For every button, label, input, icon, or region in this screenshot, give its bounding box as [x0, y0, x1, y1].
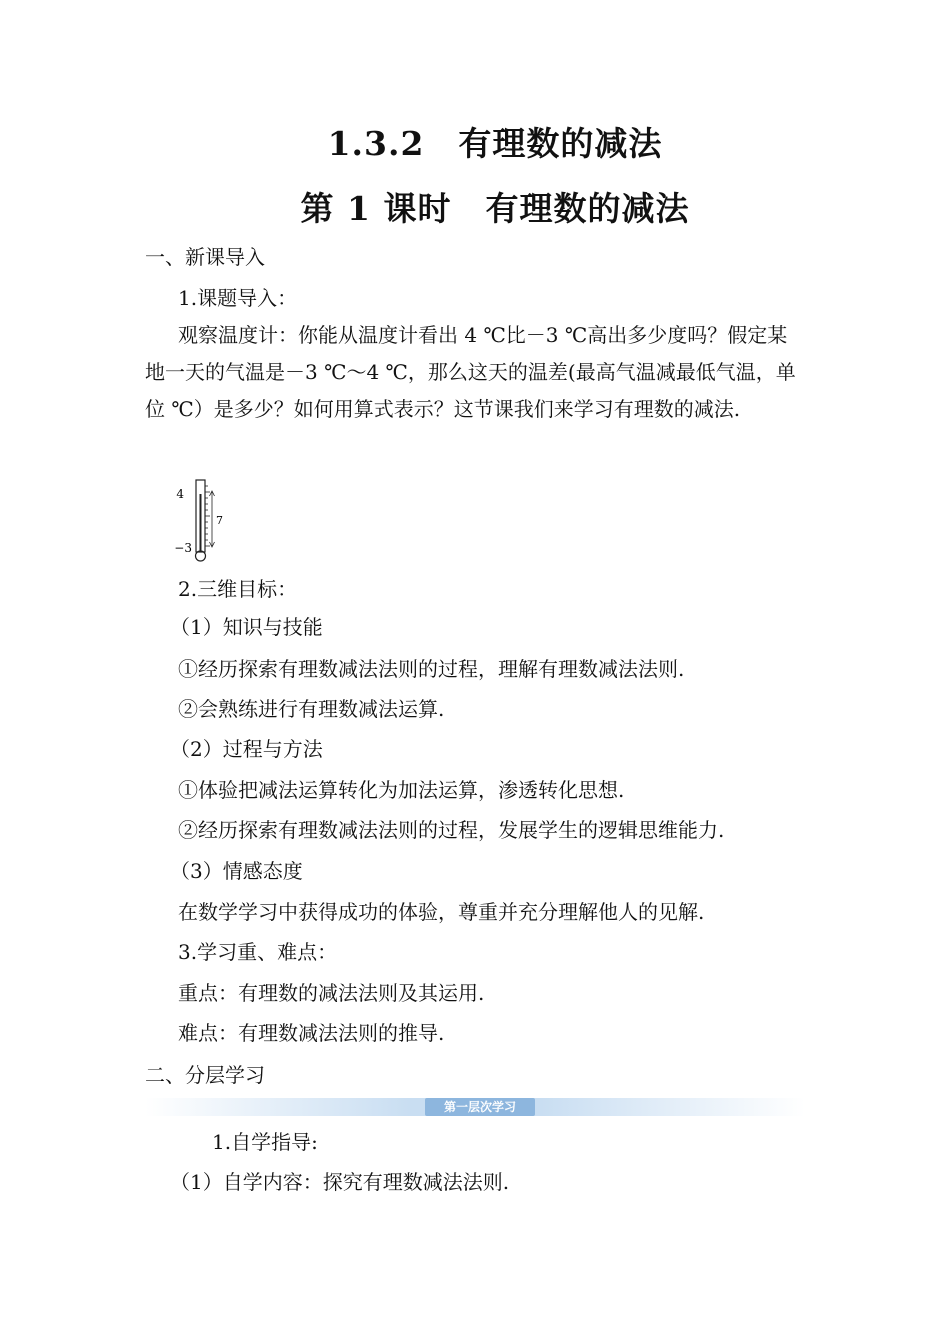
level-banner-label: 第一层次学习 — [425, 1098, 535, 1116]
lesson-section-title: 1.3.2 有理数的减法 — [327, 124, 663, 163]
section-heading-intro: 一、新课导入 — [145, 245, 265, 269]
self-study-guide-heading: 1.自学指导: — [212, 1130, 318, 1154]
objective-process-1: ①体验把减法运算转化为加法运算，渗透转化思想. — [178, 778, 625, 802]
subheading-topic-intro: 1.课题导入： — [178, 286, 298, 310]
subheading-objectives: 2.三维目标： — [178, 577, 298, 601]
intro-text: 观察温度计：你能从温度计看出 4 ℃比－3 ℃高出多少度吗？假定某地一天的气温是－3 ℃～4 ℃，那么这天的温差(最高气温减最低气温，单位 ℃）是多少？如何用算式表示？这节课我们来学习有理数的减法. — [145, 323, 796, 421]
self-study-content: （1）自学内容：探究有理数减法法则. — [170, 1170, 510, 1194]
level-banner — [145, 1098, 805, 1116]
thermo-top-label: 4 — [176, 487, 184, 501]
objective-emotion-1: 在数学学习中获得成功的体验，尊重并充分理解他人的见解. — [178, 900, 705, 924]
lesson-title: 第 1 课时 有理数的减法 — [300, 189, 690, 228]
difficult-point: 难点：有理数减法法则的推导. — [178, 1021, 445, 1045]
objective-knowledge-heading: （1）知识与技能 — [170, 615, 323, 639]
objective-knowledge-1: ①经历探索有理数减法法则的过程，理解有理数减法法则. — [178, 657, 685, 681]
subheading-key-points: 3.学习重、难点： — [178, 940, 338, 964]
objective-knowledge-2: ②会熟练进行有理数减法运算. — [178, 697, 445, 721]
thermo-difference-label: 7 — [216, 514, 223, 527]
thermo-bottom-label: −3 — [174, 541, 192, 555]
key-point: 重点：有理数的减法法则及其运用. — [178, 981, 485, 1005]
section-heading-layered-learning: 二、分层学习 — [145, 1063, 265, 1087]
objective-emotion-heading: （3）情感态度 — [170, 859, 303, 883]
thermometer-figure — [172, 476, 232, 566]
intro-paragraph — [145, 317, 805, 428]
objective-process-2: ②经历探索有理数减法法则的过程，发展学生的逻辑思维能力. — [178, 818, 725, 842]
objective-process-heading: （2）过程与方法 — [170, 737, 323, 761]
